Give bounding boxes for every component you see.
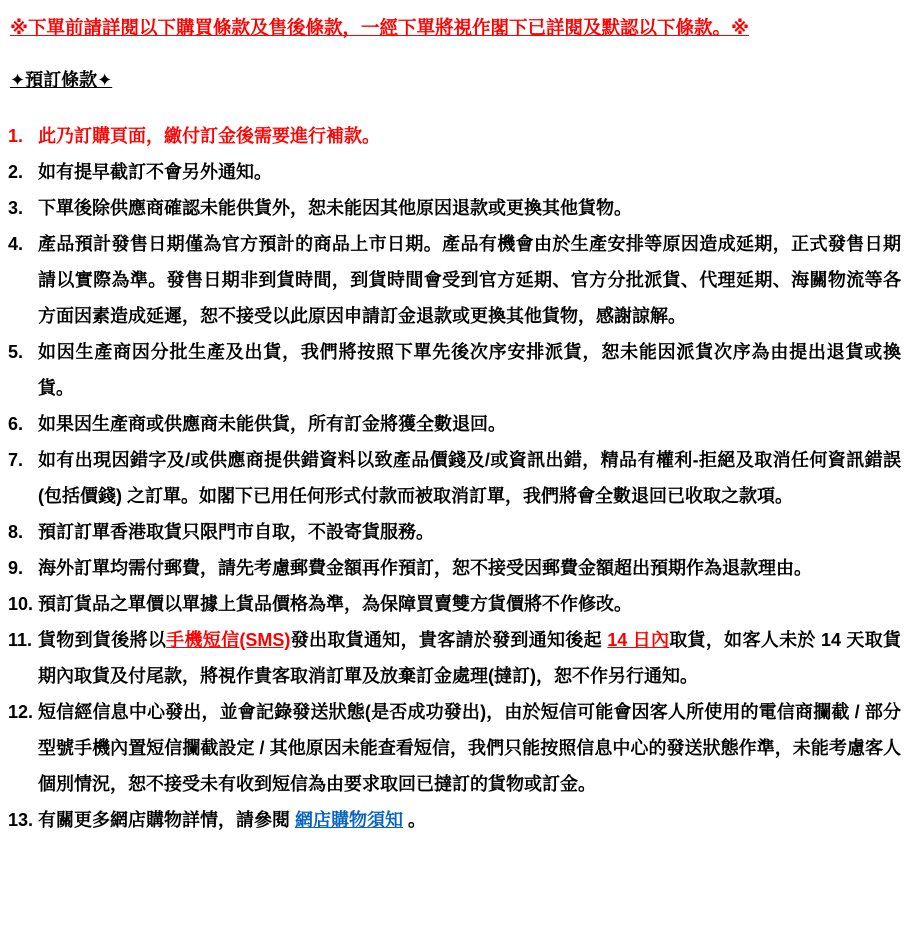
shop-notice-link[interactable]: 網店購物須知 <box>295 810 403 830</box>
term-number: 3. <box>8 198 24 218</box>
term-segment: 下單後除供應商確認未能供貨外，恕未能因其他原因退款或更換其他貨物。 <box>38 198 632 218</box>
term-number: 8. <box>8 522 24 542</box>
term-segment: 預訂訂單香港取貨只限門市自取，不設寄貨服務。 <box>38 522 434 542</box>
term-segment: 短信經信息中心發出，並會記錄發送狀態(是否成功發出)，由於短信可能會因客人所使用的電信商攔截 / 部分型號手機內置短信攔截設定 / 其他原因未能查看短信，我們只能按照信息中心的發送狀態作準，未能考慮客人個別情況，恕不接受未有收到短信為由要求取回已撻訂的貨物或訂金。 <box>38 702 901 794</box>
section-heading-preorder-terms: ✦預訂條款✦ <box>10 70 113 90</box>
term-segment: 如有出現因錯字及/或供應商提供錯資料以致產品價錢及/或資訊出錯，精品有權利-拒絕及取消任何資訊錯誤(包括價錢) 之訂單。如閣下已用任何形式付款而被取消訂單，我們將會全數退回已收取之款項。 <box>38 450 901 506</box>
term-text <box>38 802 901 838</box>
term-text <box>38 550 901 586</box>
page-title: ※下單前請詳閱以下購買條款及售後條款，一經下單將視作閣下已詳閱及默認以下條款。※ <box>10 17 749 38</box>
term-segment: 如有提早截訂不會另外通知。 <box>38 162 272 182</box>
term-item <box>8 550 901 586</box>
term-number: 7. <box>8 450 24 470</box>
term-number: 1. <box>8 126 24 146</box>
term-item <box>8 694 901 802</box>
terms-list <box>8 118 901 838</box>
term-number: 9. <box>8 558 24 578</box>
term-segment: 此乃訂購頁面，繳付訂金後需要進行補款。 <box>38 126 380 146</box>
term-text <box>38 154 901 190</box>
term-number: 11. <box>8 630 33 650</box>
term-item <box>8 802 901 838</box>
term-text <box>38 406 901 442</box>
term-number: 2. <box>8 162 24 182</box>
term-segment: 如因生產商因分批生產及出貨，我們將按照下單先後次序安排派貨，恕未能因派貨次序為由提出退貨或換貨。 <box>38 342 901 398</box>
term-segment: 如果因生產商或供應商未能供貨，所有訂金將獲全數退回。 <box>38 414 506 434</box>
term-segment: 產品預計發售日期僅為官方預計的商品上市日期。產品有機會由於生產安排等原因造成延期，正式發售日期請以實際為準。發售日期非到貨時間，到貨時間會受到官方延期、官方分批派貨、代理延期、海關物流等各方面因素造成延遲，恕不接受以此原因申請訂金退款或更換其他貨物，感謝諒解。 <box>38 234 901 326</box>
term-text <box>38 118 901 154</box>
term-text <box>38 334 901 406</box>
term-item <box>8 154 901 190</box>
term-segment: 有關更多網店購物詳情，請參閱 <box>38 810 295 830</box>
term-segment: 貨物到貨後將以 <box>38 630 167 650</box>
term-text <box>38 694 901 802</box>
term-item <box>8 118 901 154</box>
term-text <box>38 226 901 334</box>
term-segment: 手機短信(SMS) <box>166 630 291 650</box>
term-item <box>8 514 901 550</box>
term-text <box>38 622 901 694</box>
term-segment: 海外訂單均需付郵費，請先考慮郵費金額再作預訂，恕不接受因郵費金額超出預期作為退款理由。 <box>38 558 812 578</box>
term-item <box>8 586 901 622</box>
term-number: 5. <box>8 342 24 362</box>
term-item <box>8 334 901 406</box>
term-item <box>8 406 901 442</box>
term-segment: 預訂貨品之單價以單據上貨品價格為準，為保障買賣雙方貨價將不作修改。 <box>38 594 632 614</box>
term-text <box>38 190 901 226</box>
term-number: 12. <box>8 702 34 722</box>
term-item <box>8 442 901 514</box>
term-number: 4. <box>8 234 24 254</box>
term-segment: 發出取貨通知，貴客請於發到通知後起 <box>290 630 608 650</box>
term-number: 10. <box>8 594 34 614</box>
term-text <box>38 586 901 622</box>
term-item <box>8 226 901 334</box>
term-segment: 14 日內 <box>607 630 670 650</box>
term-number: 6. <box>8 414 24 434</box>
term-item <box>8 190 901 226</box>
term-text <box>38 442 901 514</box>
term-segment: 。 <box>403 810 427 830</box>
term-text <box>38 514 901 550</box>
term-item <box>8 622 901 694</box>
term-segment: 取貨，如客人未於 14 天取貨期內取貨及付尾款，將視作貴客取消訂單及放棄訂金處理(撻訂)，恕不作另行通知。 <box>38 630 901 686</box>
term-number: 13. <box>8 810 34 830</box>
